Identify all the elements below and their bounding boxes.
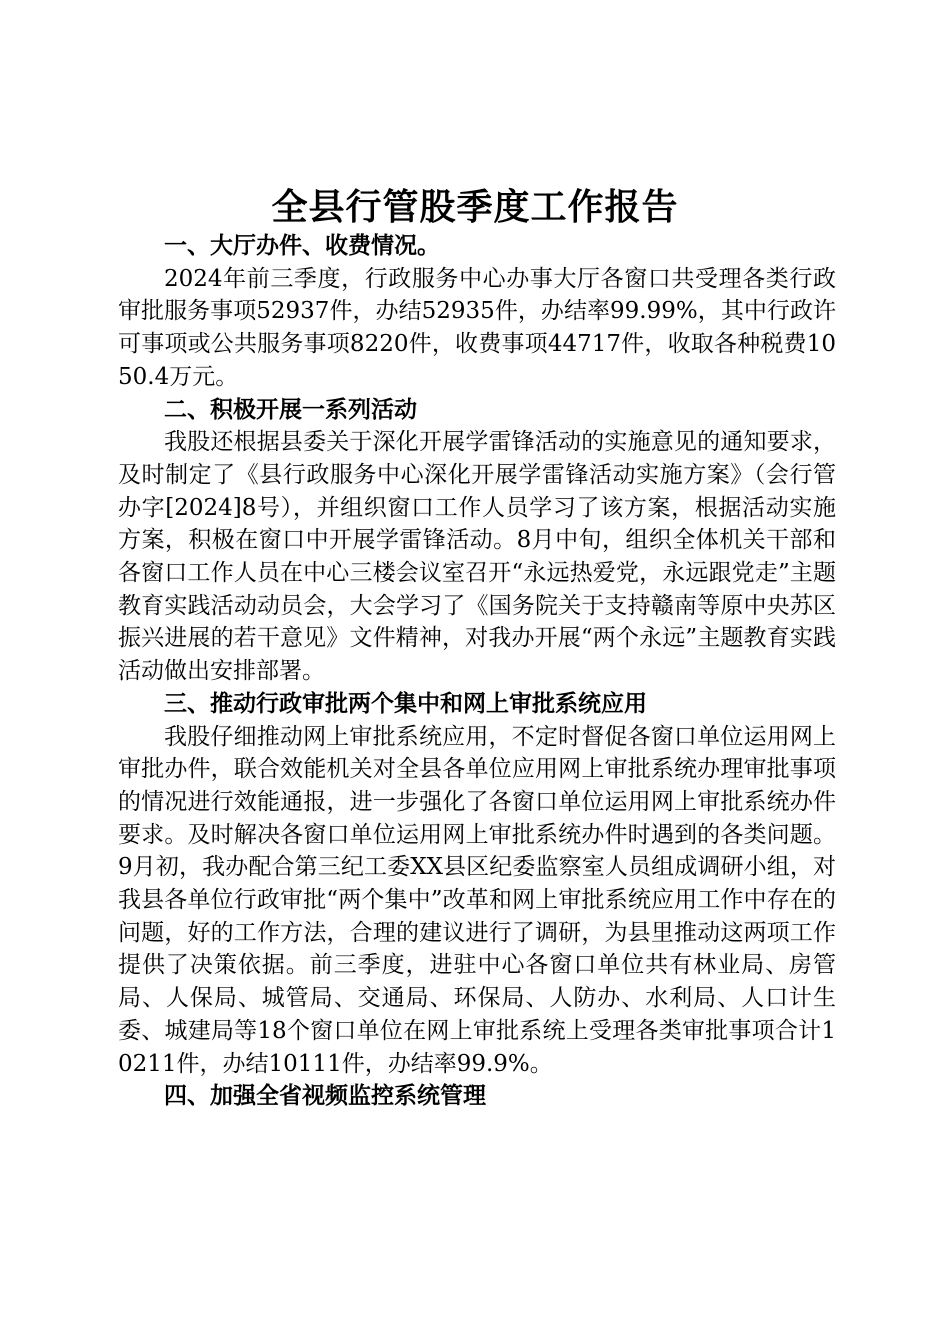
document-title: 全县行管股季度工作报告 bbox=[271, 187, 679, 228]
section-heading: 一、大厅办件、收费情况。 bbox=[164, 233, 440, 259]
section-paragraph: 我股仔细推动网上审批系统应用，不定时督促各窗口单位运用网上审批办件，联合效能机关对全县各单位应用网上审批系统办理审批事项的情况进行效能通报，进一步强化了各窗口单位运用网上审批系统办件要求。及时解决各窗口单位运用网上审批系统办件时遇到的各类问题。9月初，我办配合第三纪工委XX县区纪委监察室人员组成调研小组，对我县各单位行政审批“两个集中”改革和网上审批系统应用工作中存在的问题，好的工作方法，合理的建议进行了调研，为县里推动这两项工作提供了决策依据。前三季度，进驻中心各窗口单位共有林业局、房管局、人保局、城管局、交通局、环保局、人防办、水利局、人口计生委、城建局等18个窗口单位在网上审批系统上受理各类审批事项合计10211件，办结10111件，办结率99.9%。 bbox=[118, 723, 836, 1077]
section-heading: 四、加强全省视频监控系统管理 bbox=[164, 1083, 486, 1110]
section-paragraph: 2024年前三季度，行政服务中心办事大厅各窗口共受理各类行政审批服务事项52937件，办结52935件，办结率99.99%，其中行政许可事项或公共服务事项8220件，收费事项44717件，收取各种税费1050.4万元。 bbox=[118, 265, 836, 390]
section-1 bbox=[118, 230, 836, 394]
section-4 bbox=[118, 1080, 836, 1113]
section-2 bbox=[118, 394, 836, 688]
section-paragraph: 我股还根据县委关于深化开展学雷锋活动的实施意见的通知要求，及时制定了《县行政服务中心深化开展学雷锋活动实施方案》（会行管办字[2024]8号），并组织窗口工作人员学习了该方案，根据活动实施方案，积极在窗口中开展学雷锋活动。8月中旬，组织全体机关干部和各窗口工作人员在中心三楼会议室召开“永远热爱党，永远跟党走”主题教育实践活动动员会，大会学习了《国务院关于支持赣南等原中央苏区振兴进展的若干意见》文件精神，对我办开展“两个永远”主题教育实践活动做出安排部署。 bbox=[118, 429, 836, 685]
section-heading: 三、推动行政审批两个集中和网上审批系统应用 bbox=[164, 690, 647, 717]
section-heading: 二、积极开展一系列活动 bbox=[164, 396, 417, 423]
document-body bbox=[118, 230, 836, 1113]
section-3 bbox=[118, 688, 836, 1080]
